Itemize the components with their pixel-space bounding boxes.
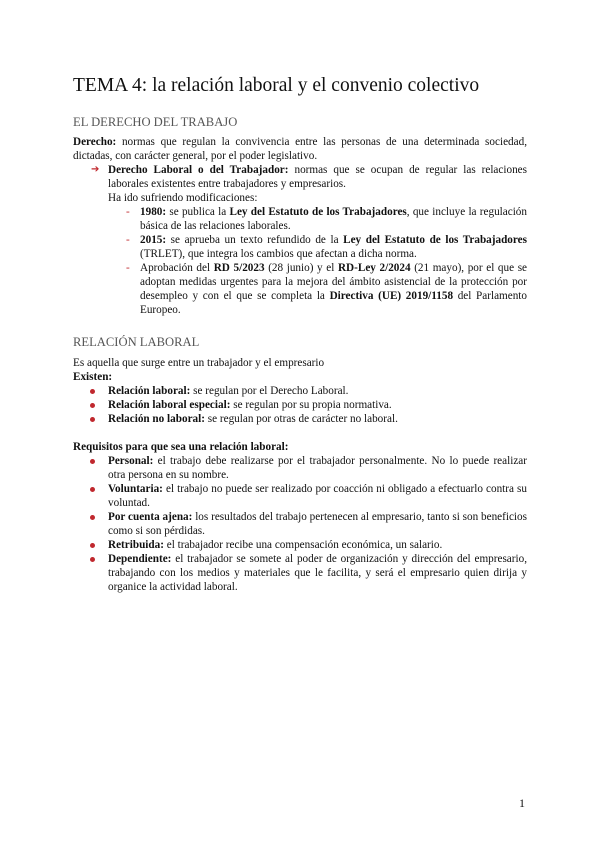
bullet-icon: [90, 403, 95, 408]
type-text: se regulan por su propia normativa.: [230, 399, 392, 411]
derecho-definition: [73, 135, 527, 163]
bullet-icon: [90, 487, 95, 492]
modificacion-1980: [73, 205, 527, 233]
mod-text: Aprobación del: [140, 262, 214, 274]
type-term: Relación laboral especial:: [108, 399, 231, 411]
year-1980: 1980:: [140, 206, 167, 218]
dash-bullet-icon: -: [126, 262, 130, 274]
requisitos-title: [73, 440, 527, 454]
req-term: Personal:: [108, 455, 154, 467]
mod-text: , que integra los cambios que afectan a dicha norma.: [182, 248, 417, 260]
existen-label: [73, 370, 527, 384]
mod-text: se publica la: [166, 206, 230, 218]
mod-text: (28 junio) y el: [264, 262, 338, 274]
mod-text: del Parlamento Europeo.: [140, 290, 528, 316]
year-2015: 2015:: [140, 234, 167, 246]
requisitos-title-text: Requisitos para que sea una relación laboral:: [73, 441, 289, 453]
bullet-icon: [90, 389, 95, 394]
mod-text: , que incluye la regulación básica de las relaciones laborales.: [140, 206, 527, 232]
type-term: Relación no laboral:: [108, 413, 205, 425]
type-text: se regulan por otras de carácter no laboral.: [204, 413, 398, 425]
derecho-laboral-text: normas que se ocupan de regular las relaciones laborales existentes entre trabajadores y empresarios.: [108, 164, 527, 190]
section-heading-derecho-trabajo: EL DERECHO DEL TRABAJO: [73, 115, 238, 129]
bullet-icon: [90, 459, 95, 464]
law-name: Ley del Estatuto de los Trabajadores: [343, 234, 527, 246]
req-term: Por cuenta ajena:: [108, 511, 193, 523]
req-retribuida: [73, 538, 527, 552]
law-name: Ley del Estatuto de los Trabajadores: [229, 206, 407, 218]
type-relacion-no-laboral: [73, 412, 527, 426]
dash-bullet-icon: -: [126, 234, 130, 246]
page-number: 1: [519, 796, 525, 810]
req-por-cuenta-ajena: [73, 510, 527, 538]
req-voluntaria: [73, 482, 527, 510]
directiva-name: Directiva (UE) 2019/1158: [329, 290, 454, 302]
section-relacion-laboral: [73, 356, 527, 426]
arrow-right-icon: ➔: [91, 164, 100, 175]
req-text: el trabajador recibe una compensación económica, un salario.: [163, 539, 443, 551]
relacion-intro: Es aquella que surge entre un trabajador y el empresario: [73, 357, 325, 369]
req-text: los resultados del trabajo pertenecen al empresario, tanto si son beneficios como si son pérdidas.: [108, 511, 527, 537]
req-dependiente: [73, 552, 527, 594]
modificacion-2023: [73, 261, 527, 317]
req-term: Dependiente:: [108, 553, 172, 565]
type-term: Relación laboral:: [108, 385, 191, 397]
definition-term: Derecho:: [73, 136, 117, 148]
req-text: el trabajo no puede ser realizado por coacción ni obligado a efectuarlo contra su voluntad.: [108, 483, 527, 509]
req-personal: [73, 454, 527, 482]
existen-text: Existen:: [73, 371, 113, 383]
req-term: Voluntaria:: [108, 483, 163, 495]
type-relacion-laboral-especial: [73, 398, 527, 412]
mod-text: se aprueba un texto refundido de la: [166, 234, 344, 246]
mod-text: (TRLET): [140, 248, 183, 260]
bullet-icon: [90, 557, 95, 562]
section-requisitos: [73, 440, 527, 594]
modificaciones-intro: Ha ido sufriendo modificaciones:: [108, 192, 258, 204]
type-text: se regulan por el Derecho Laboral.: [190, 385, 349, 397]
mod-text: (21 mayo), por el que se adoptan medidas urgentes para la mejora del ámbito asistencial de la protección por desempleo y con el que se completa la: [140, 262, 528, 302]
section-derecho-trabajo: [73, 135, 527, 317]
type-relacion-laboral: [73, 384, 527, 398]
section-heading-relacion-laboral: RELACIÓN LABORAL: [73, 335, 200, 349]
req-term: Retribuida:: [108, 539, 164, 551]
bullet-icon: [90, 543, 95, 548]
definition-text: normas que regulan la convivencia entre las personas de una determinada sociedad, dictadas, con carácter general, por el poder legislativo.: [73, 136, 527, 162]
derecho-laboral-item: [73, 163, 527, 191]
dash-bullet-icon: -: [126, 206, 130, 218]
req-text: el trabajador se somete al poder de organización y dirección del empresario, trabajando con los medios y materiales que le facilita, y será el empresario quien dirija y organice la actividad laboral.: [108, 553, 527, 593]
document-title: TEMA 4: la relación laboral y el convenio colectivo: [73, 75, 480, 96]
derecho-laboral-term: Derecho Laboral o del Trabajador:: [108, 164, 289, 176]
bullet-icon: [90, 515, 95, 520]
modificacion-2015: [73, 233, 527, 261]
rd-name: RD 5/2023: [213, 262, 265, 274]
bullet-icon: [90, 417, 95, 422]
req-text: el trabajo debe realizarse por el trabajador personalmente. No lo puede realizar otra persona en su nombre.: [108, 455, 527, 481]
rdl-name: RD-Ley 2/2024: [337, 262, 411, 274]
